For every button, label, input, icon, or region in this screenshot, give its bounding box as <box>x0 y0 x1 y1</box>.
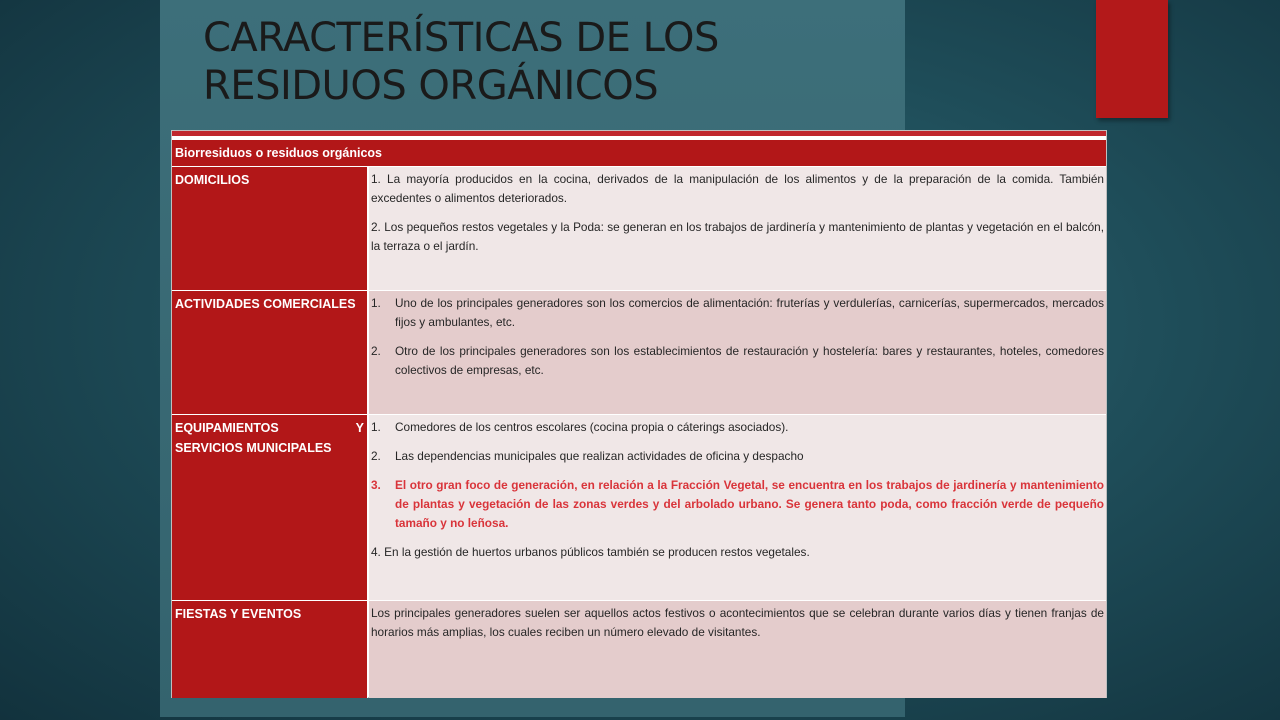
list-item-number: 1. <box>371 296 381 310</box>
list-item-text: El otro gran foco de generación, en relación a la Fracción Vegetal, se encuentra en los trabajos de jardinería y mantenimiento de plantas y vegetación de las zonas verdes y del arbolado urbano. Se genera tanto poda, como fracción verde de pequeño tamaño y no leñosa. <box>395 478 1104 530</box>
list-item <box>371 418 1104 437</box>
label-equipamientos-right: Y <box>355 421 364 435</box>
domicilios-paragraph-2: 2. Los pequeños restos vegetales y la Poda: se generan en los trabajos de jardinería y mantenimiento de plantas y vegetación en el balcón, la terraza o el jardín. <box>371 220 1104 253</box>
list-item-number: 3. <box>371 478 381 492</box>
title-line-1: CARACTERÍSTICAS DE LOS <box>203 15 719 61</box>
table-row-fiestas-eventos <box>172 600 1106 698</box>
list-item-number: 2. <box>371 344 381 358</box>
row-label-actividades-comerciales: ACTIVIDADES COMERCIALES <box>172 291 368 415</box>
accent-block <box>1096 0 1168 118</box>
row-content-domicilios <box>369 167 1106 291</box>
list-item-text: Las dependencias municipales que realizan actividades de oficina y despacho <box>395 449 804 463</box>
list-item <box>371 342 1104 380</box>
list-item-highlighted <box>371 476 1104 533</box>
table-header: Biorresiduos o residuos orgánicos <box>172 140 1106 166</box>
table-row-domicilios <box>172 166 1106 291</box>
domicilios-paragraph-1: 1. La mayoría producidos en la cocina, derivados de la manipulación de los alimentos y de la preparación de la comida. También excedentes o alimentos deteriorados. <box>371 172 1104 205</box>
row-content-equipamientos <box>369 415 1106 601</box>
list-item-text: Uno de los principales generadores son los comercios de alimentación: fruterías y verdulerías, carnicerías, supermercados, mercados fijos y ambulantes, etc. <box>395 296 1104 329</box>
row-content-actividades-comerciales <box>369 291 1106 415</box>
table-top-bar <box>172 131 1106 136</box>
list-item <box>371 294 1104 332</box>
slide-title <box>203 14 719 110</box>
list-item-number: 1. <box>371 420 381 434</box>
row-label-fiestas-eventos: FIESTAS Y EVENTOS <box>172 601 368 698</box>
equipamientos-extra-item: 4. En la gestión de huertos urbanos públicos también se producen restos vegetales. <box>371 545 810 559</box>
list-item-text: Comedores de los centros escolares (cocina propia o cáterings asociados). <box>395 420 789 434</box>
title-line-2: RESIDUOS ORGÁNICOS <box>203 63 659 109</box>
list-item-text: Otro de los principales generadores son los establecimientos de restauración y hostelería: bares y restaurantes, hoteles, comedores colectivos de empresas, etc. <box>395 344 1104 377</box>
table-row-actividades-comerciales <box>172 290 1106 415</box>
list-item-number: 2. <box>371 449 381 463</box>
label-equipamientos-left: EQUIPAMIENTOS <box>175 421 279 435</box>
row-content-fiestas-eventos <box>369 601 1106 698</box>
list-item <box>371 447 1104 466</box>
residues-table <box>171 130 1107 698</box>
table-row-equipamientos <box>172 414 1106 601</box>
row-label-equipamientos <box>172 415 368 601</box>
row-label-domicilios: DOMICILIOS <box>172 167 368 291</box>
fiestas-paragraph: Los principales generadores suelen ser aquellos actos festivos o acontecimientos que se celebran durante varios días y tienen franjas de horarios más amplias, los cuales reciben un número elevado de visitantes. <box>371 606 1104 639</box>
label-equipamientos-line2: SERVICIOS MUNICIPALES <box>175 441 332 455</box>
